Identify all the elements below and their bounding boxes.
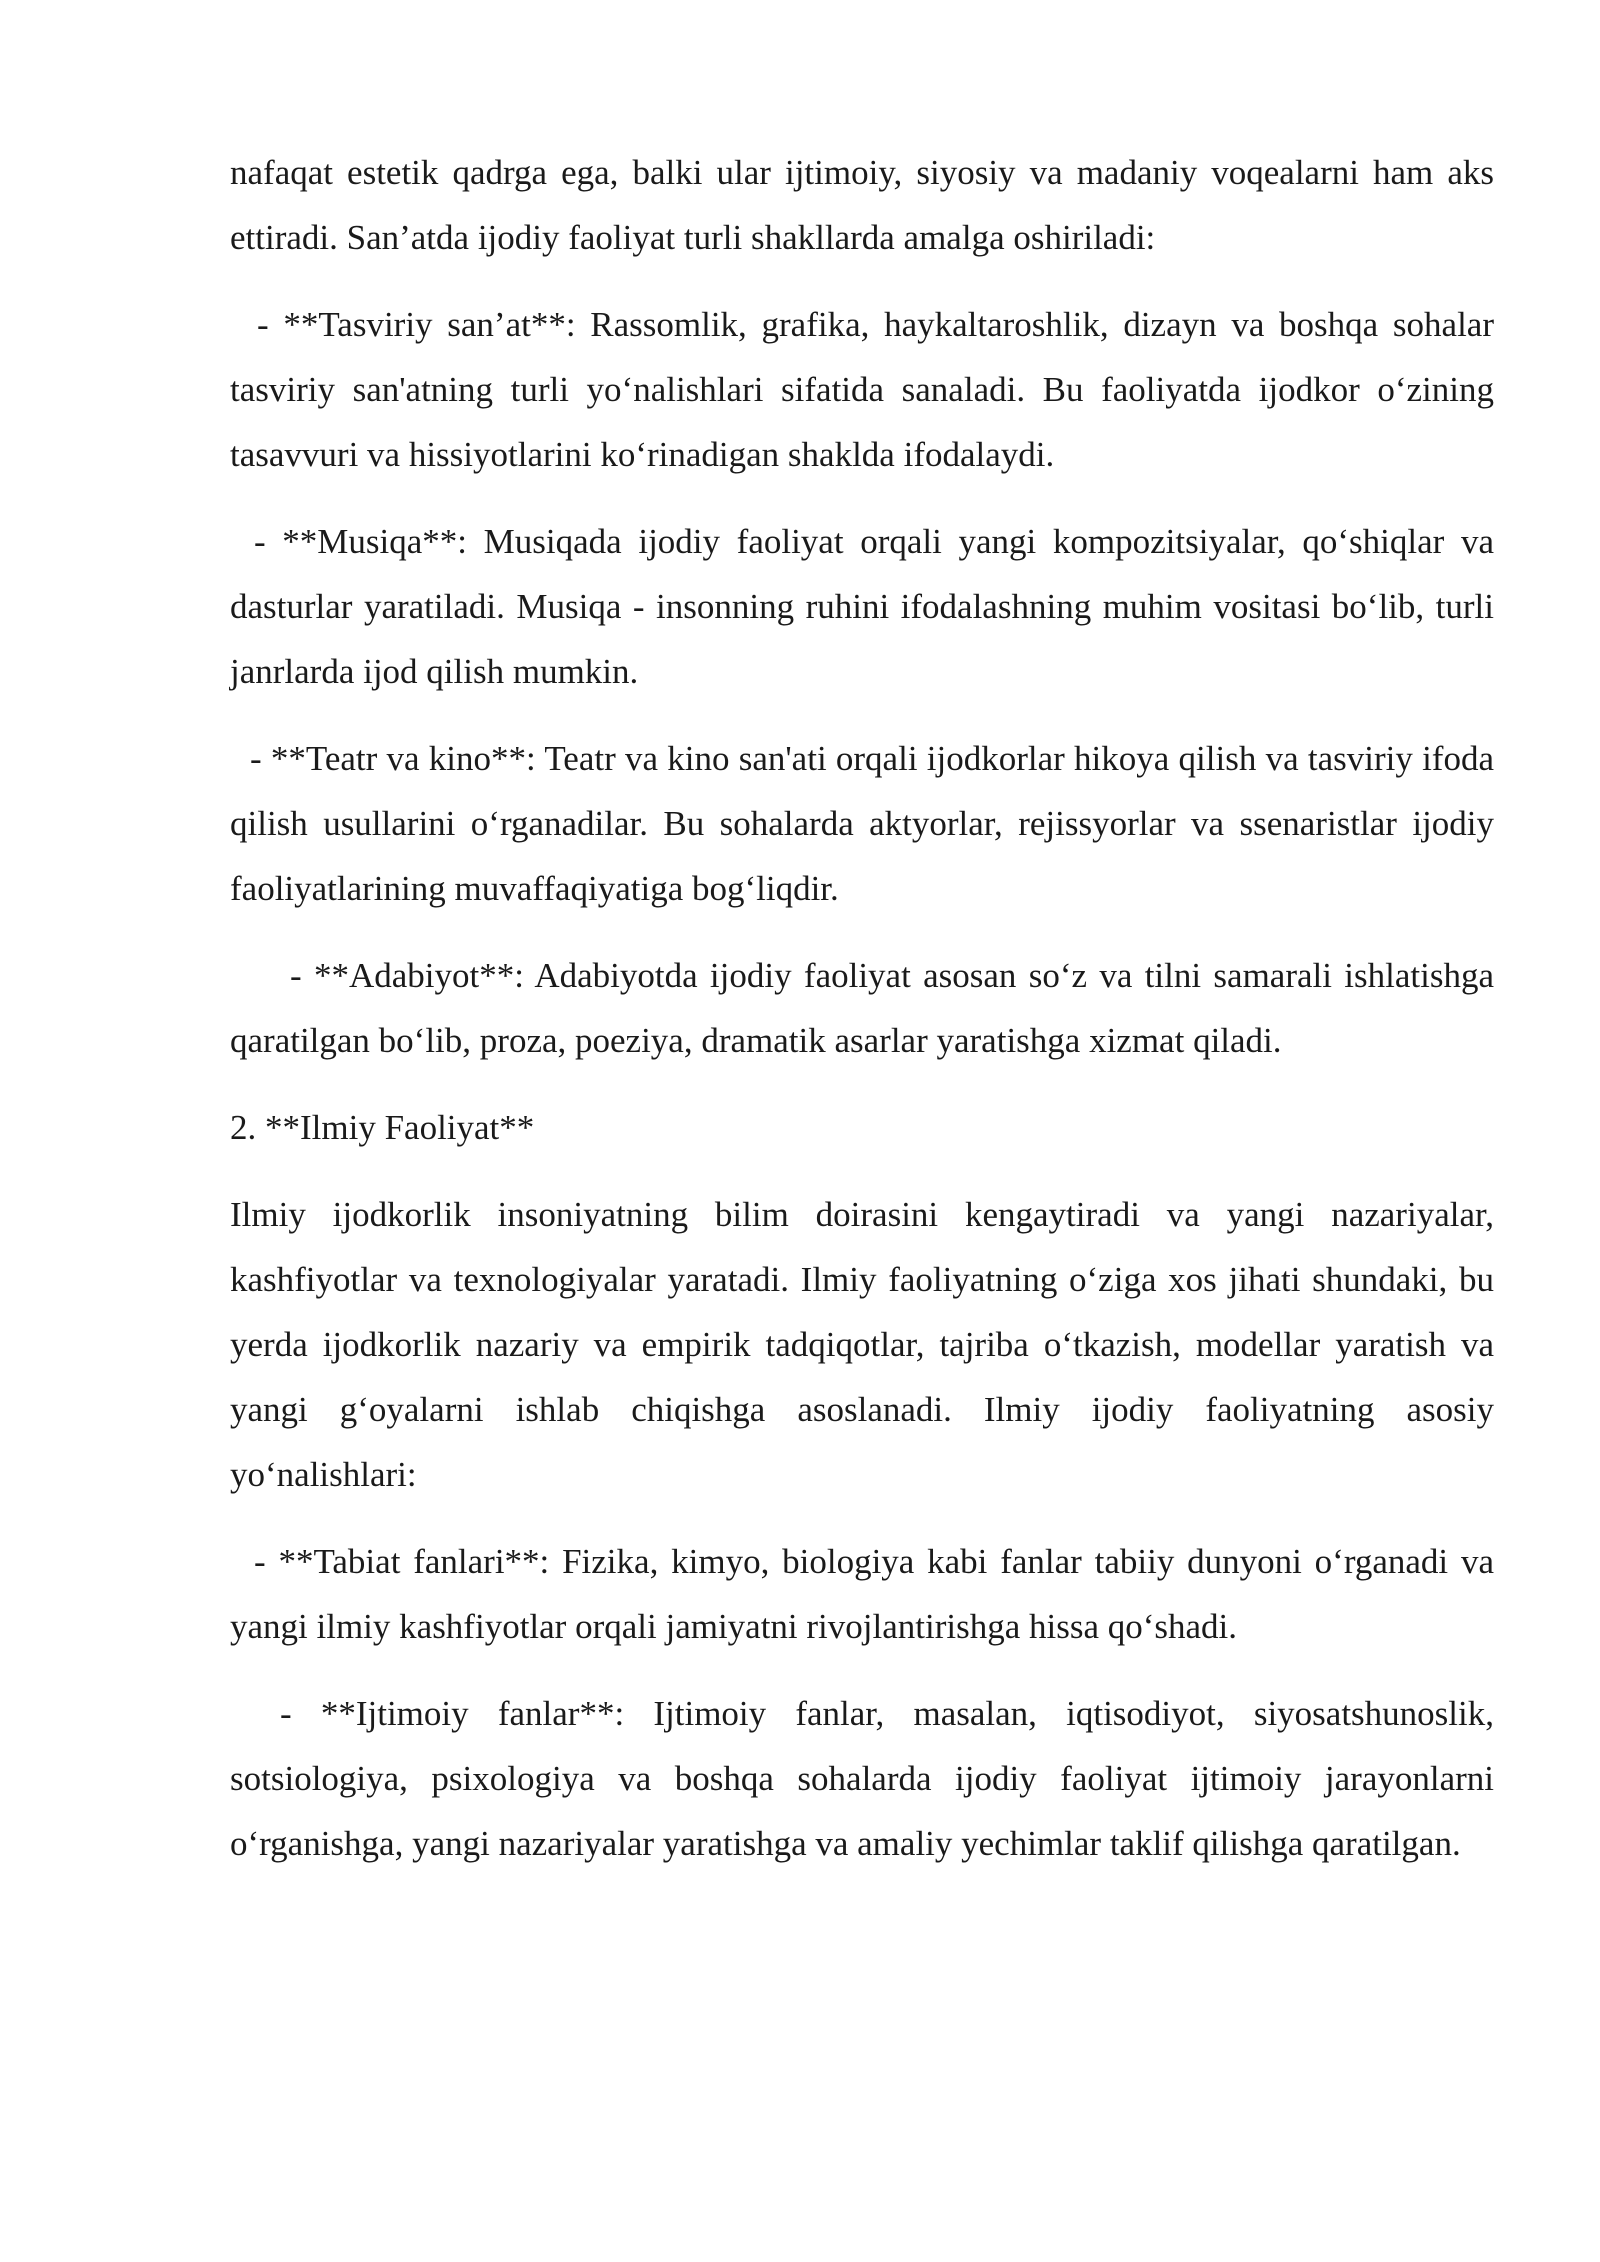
section-heading-ilmiy-faoliyat: 2. **Ilmiy Faoliyat**	[230, 1108, 535, 1147]
paragraph-teatr-va-kino: - **Teatr va kino**: Teatr va kino san'ati orqali ijodkorlar hikoya qilish va tasviriy ifoda qilish usullarini o‘rganadilar. Bu sohalarda aktyorlar, rejissyorlar va ssenaristlar ijodiy faoliyatlarining muvaffaqiyatiga bog‘liqdir.	[230, 739, 1494, 908]
paragraph-tabiat-fanlari: - **Tabiat fanlari**: Fizika, kimyo, biologiya kabi fanlar tabiiy dunyoni o‘rganadi va yangi ilmiy kashfiyotlar orqali jamiyatni rivojlantirishga hissa qo‘shadi.	[230, 1542, 1494, 1646]
paragraph-tasviriy-sanat: - **Tasviriy san’at**: Rassomlik, grafika, haykaltaroshlik, dizayn va boshqa sohalar tasviriy san'atning turli yo‘nalishlari sifatida sanaladi. Bu faoliyatda ijodkor o‘zining tasavvuri va hissiyotlarini ko‘rinadigan shaklda ifodalaydi.	[230, 305, 1494, 474]
paragraph-adabiyot: - **Adabiyot**: Adabiyotda ijodiy faoliyat asosan so‘z va tilni samarali ishlatishga qaratilgan bo‘lib, proza, poeziya, dramatik asarlar yaratishga xizmat qiladi.	[230, 956, 1494, 1060]
paragraph-ilmiy-ijodkorlik: Ilmiy ijodkorlik insoniyatning bilim doirasini kengaytiradi va yangi nazariyalar, kashfiyotlar va texnologiyalar yaratadi. Ilmiy faoliyatning o‘ziga xos jihati shundaki, bu yerda ijodkorlik nazariy va empirik tadqiqotlar, tajriba o‘tkazish, modellar yaratish va yangi g‘oyalarni ishlab chiqishga asoslanadi. Ilmiy ijodiy faoliyatning asosiy yo‘nalishlari:	[230, 1195, 1494, 1494]
document-body	[230, 140, 1494, 1898]
paragraph-intro: nafaqat estetik qadrga ega, balki ular ijtimoiy, siyosiy va madaniy voqealarni ham aks ettiradi. San’atda ijodiy faoliyat turli shakllarda amalga oshiriladi:	[230, 153, 1494, 257]
paragraph-musiqa: - **Musiqa**: Musiqada ijodiy faoliyat orqali yangi kompozitsiyalar, qo‘shiqlar va dasturlar yaratiladi. Musiqa - insonning ruhini ifodalashning muhim vositasi bo‘lib, turli janrlarda ijod qilish mumkin.	[230, 522, 1494, 691]
paragraph-ijtimoiy-fanlar: - **Ijtimoiy fanlar**: Ijtimoiy fanlar, masalan, iqtisodiyot, siyosatshunoslik, sotsiologiya, psixologiya va boshqa sohalarda ijodiy faoliyat ijtimoiy jarayonlarni o‘rganishga, yangi nazariyalar yaratishga va amaliy yechimlar taklif qilishga qaratilgan.	[230, 1694, 1494, 1863]
